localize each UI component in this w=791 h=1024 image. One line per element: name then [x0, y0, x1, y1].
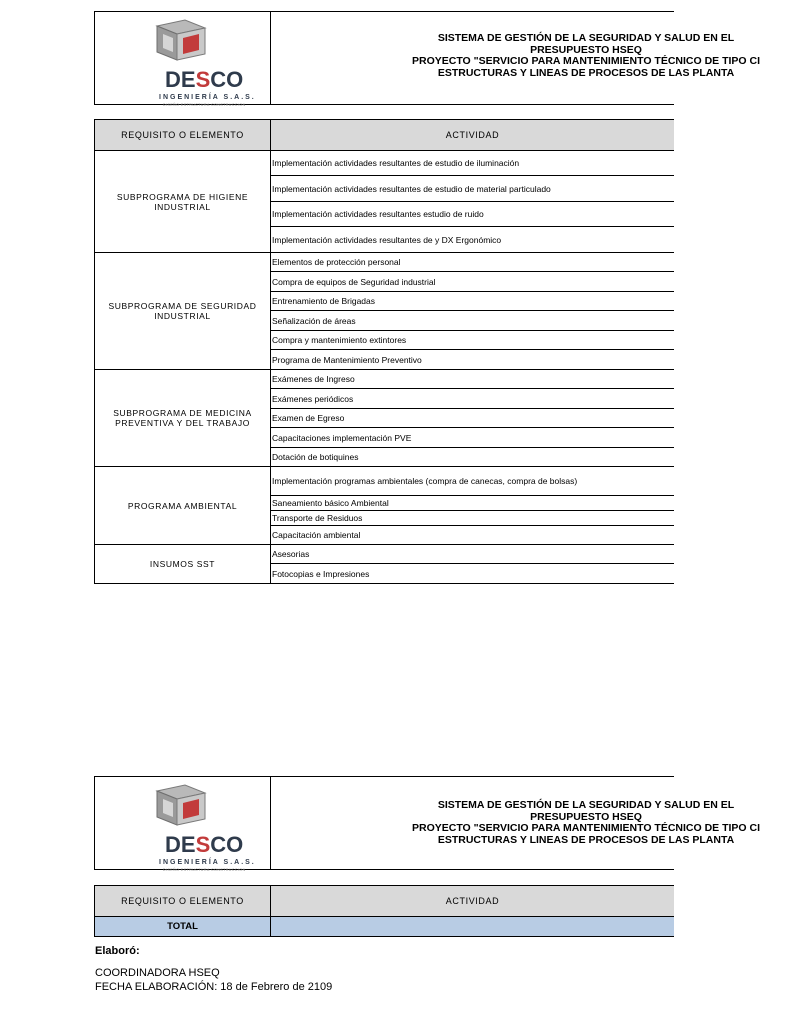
- logo-letters-co: CO: [210, 67, 244, 92]
- total-row: [95, 917, 675, 937]
- title-cell: [271, 12, 760, 104]
- document-title: [271, 800, 791, 846]
- logo-wordmark: [165, 832, 243, 858]
- activity-cell: Compra y mantenimiento extintores: [271, 331, 675, 350]
- activity-cell: Implementación actividades resultantes de estudio de material particulado: [271, 176, 675, 202]
- table-row: [95, 151, 675, 176]
- logo-tagline: DISEÑO ESTRUCTURA CONSTRUCCION: [163, 868, 246, 872]
- activity-cell: Transporte de Residuos: [271, 511, 675, 526]
- col-header-requisito: REQUISITO O ELEMENTO: [95, 120, 271, 151]
- activity-cell: Entrenamiento de Brigadas: [271, 292, 675, 311]
- group-higiene: SUBPROGRAMA DE HIGIENE INDUSTRIAL: [95, 151, 271, 253]
- table-row: [95, 467, 675, 496]
- table-header-row: [95, 886, 675, 917]
- logo-tagline: DISEÑO ESTRUCTURA CONSTRUCCION: [163, 103, 246, 107]
- header-block-top: [94, 11, 760, 107]
- fecha-elaboracion: FECHA ELABORACIÓN: 18 de Febrero de 2109: [95, 981, 333, 993]
- logo-letter-s: S: [195, 67, 211, 92]
- total-value-cell: [271, 917, 675, 937]
- logo-cell: [95, 777, 271, 872]
- logo-letter-s: S: [195, 832, 211, 857]
- budget-table: [94, 119, 674, 584]
- activity-cell: Implementación actividades resultantes de y DX Ergonómico: [271, 227, 675, 253]
- desco-logo: [125, 783, 256, 872]
- coordinator-role: COORDINADORA HSEQ: [95, 967, 220, 979]
- table-row: [95, 370, 675, 389]
- title-cell: [271, 777, 760, 869]
- col-header-actividad: ACTIVIDAD: [271, 120, 675, 151]
- activity-cell: Compra de equipos de Seguridad industrial: [271, 272, 675, 292]
- activity-cell: Dotación de botiquines: [271, 448, 675, 467]
- logo-letter-d: D: [165, 67, 181, 92]
- activity-cell: Saneamiento básico Ambiental: [271, 496, 675, 511]
- logo-subtitle: INGENIERÍA S.A.S.: [159, 859, 256, 866]
- group-insumos: INSUMOS SST: [95, 545, 271, 584]
- logo-letter-e: E: [180, 67, 196, 92]
- logo-wordmark: [165, 67, 243, 93]
- total-label: TOTAL: [95, 917, 271, 937]
- logo-letter-e: E: [180, 832, 196, 857]
- elaboro-label: Elaboró:: [95, 945, 140, 957]
- activity-cell: Capacitaciones implementación PVE: [271, 428, 675, 448]
- table-row: [95, 253, 675, 272]
- desco-cube-icon: [149, 18, 209, 64]
- activity-cell: Capacitación ambiental: [271, 526, 675, 545]
- group-seguridad: SUBPROGRAMA DE SEGURIDAD INDUSTRIAL: [95, 253, 271, 370]
- activity-cell: Implementación actividades resultantes estudio de ruido: [271, 202, 675, 227]
- logo-subtitle: INGENIERÍA S.A.S.: [159, 94, 256, 101]
- col-header-actividad: ACTIVIDAD: [271, 886, 675, 917]
- header-block-bottom: [94, 776, 760, 872]
- total-table: [94, 885, 674, 937]
- activity-cell: Examen de Egreso: [271, 409, 675, 428]
- logo-letters-co: CO: [210, 832, 244, 857]
- activity-cell: Implementación actividades resultantes de estudio de iluminación: [271, 151, 675, 176]
- group-medicina: SUBPROGRAMA DE MEDICINA PREVENTIVA Y DEL TRABAJO: [95, 370, 271, 467]
- title-line-2: PRESUPUESTO HSEQ: [530, 810, 642, 823]
- activity-cell: Asesorias: [271, 545, 675, 564]
- document-title: [271, 33, 791, 79]
- activity-cell: Elementos de protección personal: [271, 253, 675, 272]
- activity-cell: Implementación programas ambientales (compra de canecas, compra de bolsas): [271, 467, 675, 496]
- logo-cell: [95, 12, 271, 107]
- desco-logo: [125, 18, 256, 107]
- activity-cell: Señalización de áreas: [271, 311, 675, 331]
- table-row: [95, 545, 675, 564]
- title-line-4: ESTRUCTURAS Y LINEAS DE PROCESOS DE LAS PLANTA: [437, 833, 735, 846]
- table-header-row: [95, 120, 675, 151]
- title-line-1: SISTEMA DE GESTIÓN DE LA SEGURIDAD Y SALUD EN EL: [437, 32, 735, 44]
- title-line-2: PRESUPUESTO HSEQ: [530, 43, 642, 56]
- col-header-requisito: REQUISITO O ELEMENTO: [95, 886, 271, 917]
- title-line-3: PROYECTO "SERVICIO PARA MANTENIMIENTO TÉCNICO DE TIPO CI: [411, 55, 760, 67]
- group-ambiental: PROGRAMA AMBIENTAL: [95, 467, 271, 545]
- activity-cell: Exámenes periódicos: [271, 389, 675, 409]
- desco-cube-icon: [149, 783, 209, 829]
- title-line-3: PROYECTO "SERVICIO PARA MANTENIMIENTO TÉCNICO DE TIPO CI: [411, 822, 760, 834]
- title-line-1: SISTEMA DE GESTIÓN DE LA SEGURIDAD Y SALUD EN EL: [437, 799, 735, 811]
- title-line-4: ESTRUCTURAS Y LINEAS DE PROCESOS DE LAS PLANTA: [437, 66, 735, 79]
- activity-cell: Programa de Mantenimiento Preventivo: [271, 350, 675, 370]
- activity-cell: Exámenes de Ingreso: [271, 370, 675, 389]
- logo-letter-d: D: [165, 832, 181, 857]
- activity-cell: Fotocopias e Impresiones: [271, 564, 675, 584]
